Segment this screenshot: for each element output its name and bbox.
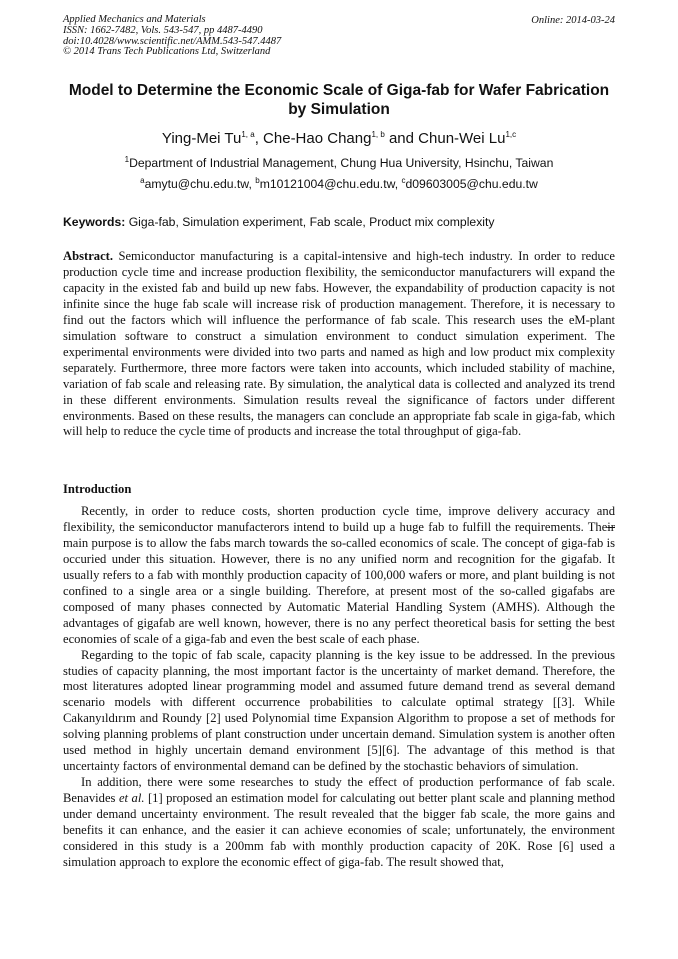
paragraph — [63, 775, 615, 871]
affiliation-mark: 1 — [124, 154, 130, 164]
email-link[interactable]: m10121004@chu.edu.tw — [259, 177, 395, 191]
email-separator: , — [394, 177, 402, 191]
author-name: Ying-Mei Tu — [161, 130, 242, 147]
keywords-label: Keywords: — [63, 215, 126, 229]
copyright-line: © 2014 Trans Tech Publications Ltd, Switzerland — [63, 46, 271, 58]
paragraph-text: In addition, there were some researches to study the effect of production performance of fab scale. Benavides — [63, 775, 615, 806]
affiliation-text: Department of Industrial Management, Chung Hua University, Hsinchu, Taiwan — [129, 156, 554, 170]
journal-name: Applied Mechanics and Materials — [63, 14, 206, 25]
author-name: Che-Hao Chang — [263, 130, 372, 147]
author-affil-mark: 1, a — [241, 130, 255, 139]
author-name: Chun-Wei Lu — [418, 130, 506, 147]
introduction-body — [63, 504, 615, 871]
et-al: et al. — [118, 791, 145, 806]
doi-line: doi:10.4028/www.scientific.net/AMM.543-547.4487 — [63, 35, 282, 47]
paragraph: Regarding to the topic of fab scale, capacity planning is the key issue to be addressed. In the previous studies of capacity planning, the most important factor is the uncertainty of market demand. Therefore, the most literatures adopted linear programming model and assumed future demand trend as several demand scenario models with different occurrence probabilities to calculate optimal strategy [[3]. While Cakanyıldırım and Roundy [2] used Polynomial time Expansion Algorithm to propose a set of methods for solving planning problems of plant construction under uncertain demand. Simulation system is another often used method in highly uncertain demand environment [5][6]. The advantage of this method is that uncertainty factors of environmental demand can be defined by the stochastic behaviors of simulation. — [63, 647, 615, 774]
keywords-text: Giga-fab, Simulation experiment, Fab scale, Product mix complexity — [125, 215, 495, 229]
email-mark: c — [401, 175, 406, 185]
author-affil-mark: 1, b — [371, 130, 385, 139]
paper-title: Model to Determine the Economic Scale of Giga-fab for Wafer Fabrication by Simulation — [68, 82, 610, 118]
email-mark: b — [255, 175, 260, 185]
struck-text: ir — [607, 519, 615, 534]
email-separator: , — [248, 177, 256, 191]
paragraph-text: main purpose is to allow the fabs march towards the so-called economics of scale. The concept of giga-fab is occuried under this situation. However, there is no any unified norm and recognition for the gigafab. It usually refers to a fab with monthly production capacity of 100,000 wafers or more, and plant building is not confined to a single area or a single building. Therefore, at present most of the so-called gigafabs are composed of many phases connected by Automatic Material Handling System (AMHS). Although the advantages of gigafab are well known, however, there is no any perfect theoretical basis for setting the best economies of scale of a giga-fab and even the best scale of each phase. — [63, 535, 615, 646]
affiliation — [63, 156, 615, 171]
author-separator: , — [254, 130, 264, 147]
email-mark: a — [140, 175, 145, 185]
online-date: Online: 2014-03-24 — [531, 15, 615, 26]
email-list — [63, 177, 615, 192]
abstract-label: Abstract. — [63, 249, 114, 263]
abstract — [63, 249, 615, 440]
paragraph-text: [1] proposed an estimation model for calculating out better plant scale and planning method under demand uncertainty environment. The result revealed that the bigger fab scale, the more gains and benefits it can enhance, and the easier it can achieve economies of scale; unfortunately, the environment considered in this study is a 200mm fab with monthly production capacity of 20K. Rose [6] used a simulation approach to explore the economic effect of giga-fab. The result showed that, — [63, 791, 616, 869]
issn-line: ISSN: 1662-7482, Vols. 543-547, pp 4487-4490 — [63, 24, 263, 36]
journal-header — [63, 15, 281, 58]
keywords — [63, 215, 615, 230]
email-link[interactable]: d09603005@chu.edu.tw — [405, 177, 538, 191]
paragraph — [63, 504, 615, 648]
email-link[interactable]: amytu@chu.edu.tw — [144, 177, 249, 191]
abstract-text: Semiconductor manufacturing is a capital-intensive and high-tech industry. In order to reduce production cycle time and increase production flexibility, the semiconductor manufacturers will expand the capacity in the existed fab and build up new fabs. However, the expandability of production capacity is not infinite since the huge fab scale will increase risk of production management. Therefore, it is necessary to find out the factors which will influence the performance of fab scale. This research uses the eM-plant simulation software to construct a simulation environment to conduct simulation experiment. The experimental environments were divided into two parts and named as high and low product mix complexity separately. Furthermore, three more factors were taken into accounts, which included stability of machine, variation of fab scale and releasing rate. By simulation, the analytical data is collected and analyzed its trend in these different environments. Simulation results reveal the significance of factors under different environments. Based on these results, the managers can conclude an appropriate fab scale in giga-fab, which will help to reduce the cycle time of products and increase the total throughput of giga-fab. — [63, 249, 615, 439]
section-heading-introduction: Introduction — [63, 482, 132, 496]
author-list — [63, 130, 615, 148]
paragraph-text: Recently, in order to reduce costs, shorten production cycle time, improve delivery accuracy and flexibility, the semiconductor manufacterors intend to build up a huge fab to fulfill the requirements. The — [63, 504, 615, 534]
author-separator: and — [384, 130, 419, 147]
author-affil-mark: 1,c — [505, 130, 517, 139]
